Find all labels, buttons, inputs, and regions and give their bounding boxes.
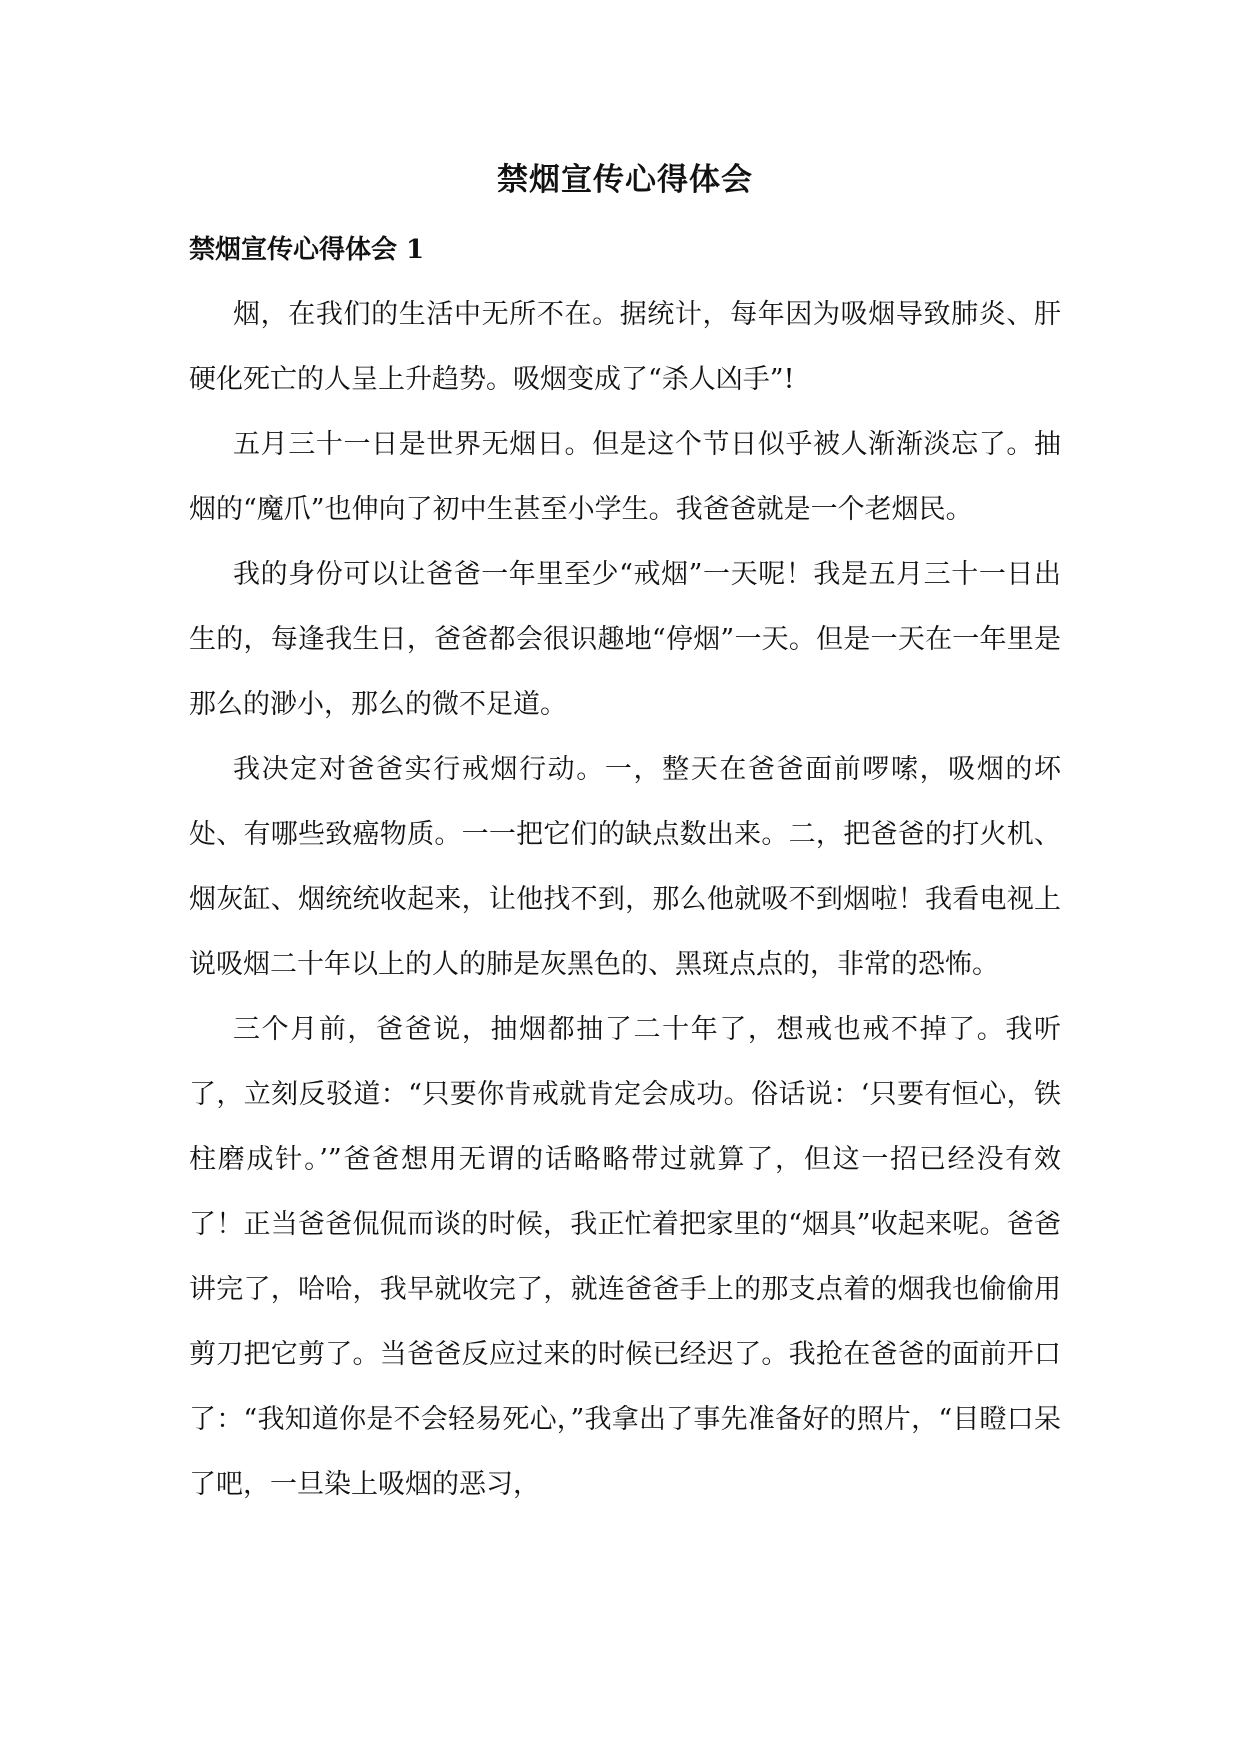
paragraph-2: 五月三十一日是世界无烟日。但是这个节日似乎被人渐渐淡忘了。抽烟的“魔爪”也伸向了初中生甚至小学生。我爸爸就是一个老烟民。 — [189, 429, 1061, 525]
paragraph-4: 我决定对爸爸实行戒烟行动。一，整天在爸爸面前啰嗦，吸烟的坏处、有哪些致癌物质。一一把它们的缺点数出来。二，把爸爸的打火机、烟灰缸、烟统统收起来，让他找不到，那么他就吸不到烟啦！我看电视上说吸烟二十年以上的人的肺是灰黑色的、黑斑点点的，非常的恐怖。 — [189, 754, 1061, 980]
document-page — [189, 0, 1061, 1754]
document-body — [189, 282, 1061, 1517]
document-title: 禁烟宣传心得体会 — [497, 162, 753, 198]
paragraph-5: 三个月前，爸爸说，抽烟都抽了二十年了，想戒也戒不掉了。我听了，立刻反驳道：“只要你肯戒就肯定会成功。俗话说：‘只要有恒心，铁柱磨成针。’”爸爸想用无谓的话略略带过就算了，但这一招已经没有效了！正当爸爸侃侃而谈的时候，我正忙着把家里的“烟具”收起来呢。爸爸讲完了，哈哈，我早就收完了，就连爸爸手上的那支点着的烟我也偷偷用剪刀把它剪了。当爸爸反应过来的时候已经迟了。我抢在爸爸的面前开口了：“我知道你是不会轻易死心，”我拿出了事先准备好的照片，“目瞪口呆了吧，一旦染上吸烟的恶习， — [189, 1014, 1061, 1500]
section-heading: 禁烟宣传心得体会 1 — [189, 235, 425, 265]
paragraph-1: 烟，在我们的生活中无所不在。据统计，每年因为吸烟导致肺炎、肝硬化死亡的人呈上升趋势。吸烟变成了“杀人凶手”! — [189, 299, 1061, 395]
paragraph-3: 我的身份可以让爸爸一年里至少“戒烟”一天呢！我是五月三十一日出生的，每逢我生日，爸爸都会很识趣地“停烟”一天。但是一天在一年里是那么的渺小，那么的微不足道。 — [189, 559, 1061, 720]
